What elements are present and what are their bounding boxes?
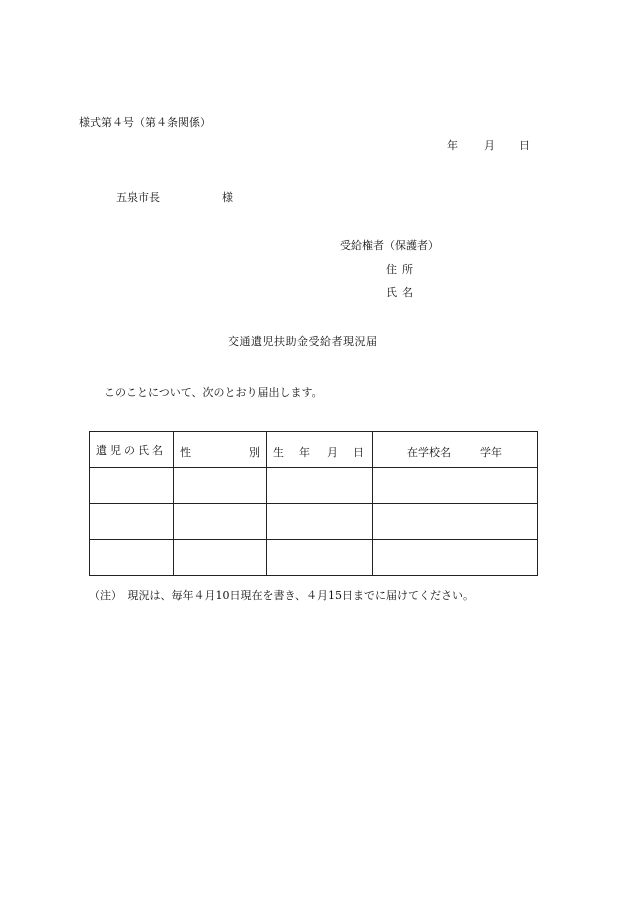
intro-text: このことについて、次のとおり届出します。	[104, 386, 323, 399]
header-school-name: 在学校名	[407, 446, 451, 459]
name-label: 氏名	[386, 286, 418, 299]
table-row	[90, 468, 538, 504]
header-child-name: 遺児の氏名	[90, 432, 174, 468]
birth-date-cell[interactable]	[267, 540, 373, 576]
header-sex-right: 別	[249, 446, 260, 459]
date-month-label: 月	[484, 139, 495, 152]
status-report-table	[89, 431, 538, 576]
table-row	[90, 504, 538, 540]
footnote: （注） 現況は、毎年４月10日現在を書き、４月15日までに届けてください。	[89, 589, 475, 602]
sex-cell[interactable]	[174, 540, 267, 576]
header-grade: 学年	[480, 446, 502, 459]
form-number: 様式第４号（第４条関係）	[79, 116, 211, 129]
child-name-cell[interactable]	[90, 468, 174, 504]
header-birth-char-1: 生	[273, 446, 284, 459]
header-birth-date	[267, 432, 373, 468]
date-day-label: 日	[519, 139, 530, 152]
header-birth-char-2: 年	[299, 446, 310, 459]
date-year-label: 年	[447, 139, 458, 152]
header-sex	[174, 432, 267, 468]
header-school	[373, 432, 538, 468]
child-name-cell[interactable]	[90, 504, 174, 540]
birth-date-cell[interactable]	[267, 504, 373, 540]
applicant-title: 受給権者（保護者）	[340, 239, 439, 252]
school-grade-cell[interactable]	[373, 540, 538, 576]
document-title: 交通遺児扶助金受給者現況届	[228, 335, 378, 348]
child-name-cell[interactable]	[90, 540, 174, 576]
sex-cell[interactable]	[174, 468, 267, 504]
table-row	[90, 540, 538, 576]
addressee-honorific: 様	[222, 191, 233, 204]
school-grade-cell[interactable]	[373, 468, 538, 504]
header-sex-left: 性	[180, 446, 191, 459]
header-birth-char-3: 月	[327, 446, 338, 459]
birth-date-cell[interactable]	[267, 468, 373, 504]
sex-cell[interactable]	[174, 504, 267, 540]
school-grade-cell[interactable]	[373, 504, 538, 540]
address-label: 住所	[386, 263, 418, 276]
addressee-name: 五泉市長	[116, 191, 160, 204]
header-birth-char-4: 日	[353, 446, 364, 459]
table-header-row	[90, 432, 538, 468]
